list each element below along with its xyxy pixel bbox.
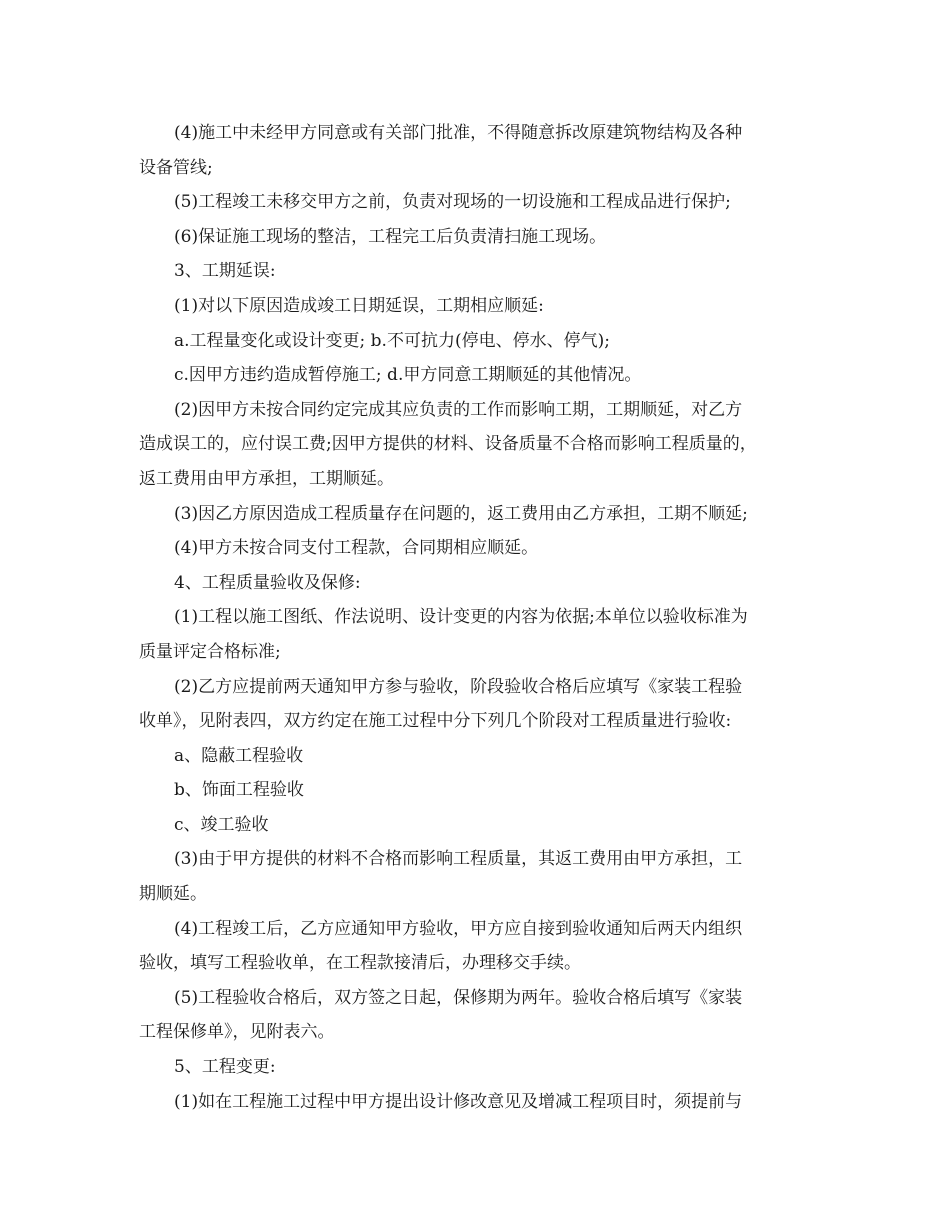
document-text-line: (6)保证施工现场的整洁，工程完工后负责清扫施工现场。 (174, 226, 607, 247)
document-text-line: 5、工程变更: (174, 1057, 276, 1078)
document-text-line: (4)工程竣工后，乙方应通知甲方验收，甲方应自接到验收通知后两天内组织 (174, 918, 743, 939)
document-text-line: (3)因乙方原因造成工程质量存在问题的，返工费用由乙方承担，工期不顺延; (174, 503, 748, 524)
document-text-line: c、竣工验收 (174, 814, 269, 835)
document-text-line: 4、工程质量验收及保修: (174, 572, 361, 593)
document-text-line: (5)工程竣工未移交甲方之前，负责对现场的一切设施和工程成品进行保护; (174, 192, 731, 213)
document-text-line: (1)如在工程施工过程中甲方提出设计修改意见及增减工程项目时，须提前与 (174, 1091, 743, 1112)
document-text-line: 返工费用由甲方承担，工期顺延。 (139, 468, 394, 489)
document-text-line: c.因甲方违约造成暂停施工; d.甲方同意工期顺延的其他情况。 (174, 365, 642, 386)
document-body (139, 116, 823, 1119)
document-text-line: (2)因甲方未按合同约定完成其应负责的工作而影响工期，工期顺延，对乙方 (174, 399, 743, 420)
document-text-line: (4)甲方未按合同支付工程款，合同期相应顺延。 (174, 538, 539, 559)
document-text-line: (2)乙方应提前两天通知甲方参与验收，阶段验收合格后应填写《家装工程验 (174, 676, 743, 697)
document-text-line: 工程保修单》，见附表六。 (139, 1022, 335, 1043)
document-text-line: (1)工程以施工图纸、作法说明、设计变更的内容为依据;本单位以验收标准为 (174, 607, 748, 628)
document-text-line: 验收，填写工程验收单，在工程款接清后，办理移交手续。 (139, 953, 581, 974)
document-text-line: 3、工期延误: (174, 261, 276, 282)
document-text-line: (4)施工中未经甲方同意或有关部门批准，不得随意拆改原建筑物结构及各种 (174, 123, 743, 143)
document-text-line: (1)对以下原因造成竣工日期延误，工期相应顺延: (174, 295, 544, 316)
document-text-line: b、饰面工程验收 (174, 780, 304, 801)
document-text-line: 造成误工的，应付误工费;因甲方提供的材料、设备质量不合格而影响工程质量的， (139, 434, 757, 455)
document-text-line: a、隐蔽工程验收 (174, 745, 304, 766)
document-text-line: 收单》，见附表四，双方约定在施工过程中分下列几个阶段对工程质量进行验收: (139, 711, 732, 732)
document-text-line: (3)由于甲方提供的材料不合格而影响工程质量，其返工费用由甲方承担，工 (174, 849, 743, 870)
document-text-line: 期顺延。 (139, 884, 207, 905)
document-text-line: (5)工程验收合格后，双方签之日起，保修期为两年。验收合格后填写《家装 (174, 987, 743, 1008)
document-text-line: a.工程量变化或设计变更; b.不可抗力(停电、停水、停气); (174, 330, 610, 351)
document-text-line: 质量评定合格标准; (139, 641, 281, 662)
document-text-line: 设备管线; (139, 157, 213, 178)
